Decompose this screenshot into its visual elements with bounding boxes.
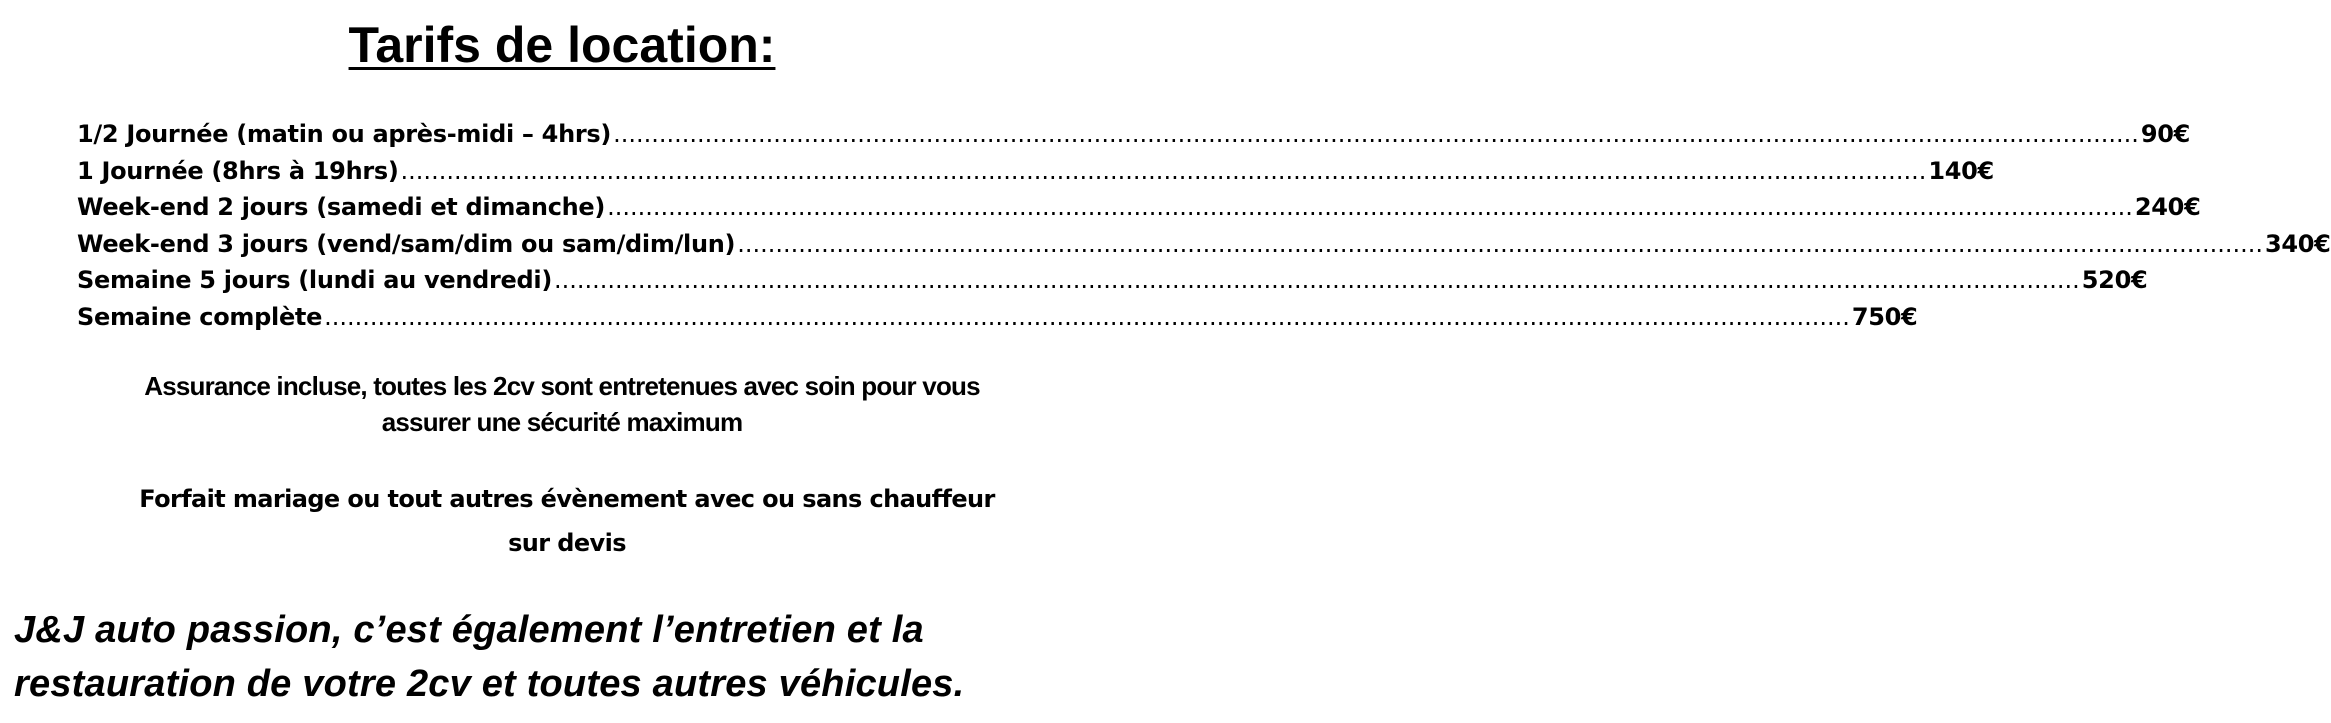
dot-leader: ........................................................................................................................................................................................................ [613, 120, 2139, 148]
price-row-full-day [77, 153, 1994, 190]
insurance-line-2: assurer une sécurité maximum [381, 407, 743, 437]
dot-leader: ........................................................................................................................................................................................................ [400, 156, 1927, 185]
price-value: 140€ [1928, 156, 1994, 185]
price-label: 1/2 Journée (matin ou après-midi – 4hrs) [77, 120, 612, 148]
price-row-full-week [77, 299, 1918, 336]
price-label: Week-end 3 jours (vend/sam/dim ou sam/dim/lun) [77, 229, 736, 258]
price-value: 90€ [2140, 120, 2191, 148]
footer-line-2: restauration de votre 2cv et toutes autres véhicules. [14, 663, 965, 705]
price-row-weekend-2 [77, 189, 2201, 226]
wedding-line-2: sur devis [508, 529, 626, 557]
price-row-half-day [77, 116, 2191, 153]
dot-leader: ........................................................................................................................................................................................................ [554, 266, 2080, 294]
wedding-package-note [0, 477, 1134, 565]
price-list [77, 116, 2331, 335]
price-row-weekend-3 [77, 226, 2331, 263]
footer-line-1: J&J auto passion, c’est également l’entretien et la [14, 609, 924, 651]
footer-tagline [14, 603, 1134, 711]
page-title: Tarifs de location: [348, 17, 776, 73]
dot-leader: ........................................................................................................................................................................................................ [324, 302, 1850, 331]
insurance-line-1: Assurance incluse, toutes les 2cv sont entretenues avec soin pour vous [144, 371, 980, 401]
price-row-week-5 [77, 262, 2148, 299]
dot-leader: ........................................................................................................................................................................................................ [607, 193, 2133, 221]
price-value: 750€ [1851, 302, 1918, 331]
price-label: Semaine complète [77, 302, 323, 331]
price-value: 340€ [2264, 229, 2331, 258]
insurance-note [0, 368, 1124, 440]
wedding-line-1: Forfait mariage ou tout autres évènement avec ou sans chauffeur [139, 485, 995, 513]
price-label: Semaine 5 jours (lundi au vendredi) [77, 266, 552, 294]
dot-leader: ........................................................................................................................................................................................................ [737, 229, 2263, 258]
price-value: 520€ [2081, 266, 2148, 294]
price-label: 1 Journée (8hrs à 19hrs) [77, 156, 399, 185]
price-value: 240€ [2134, 193, 2201, 221]
price-label: Week-end 2 jours (samedi et dimanche) [77, 193, 606, 221]
